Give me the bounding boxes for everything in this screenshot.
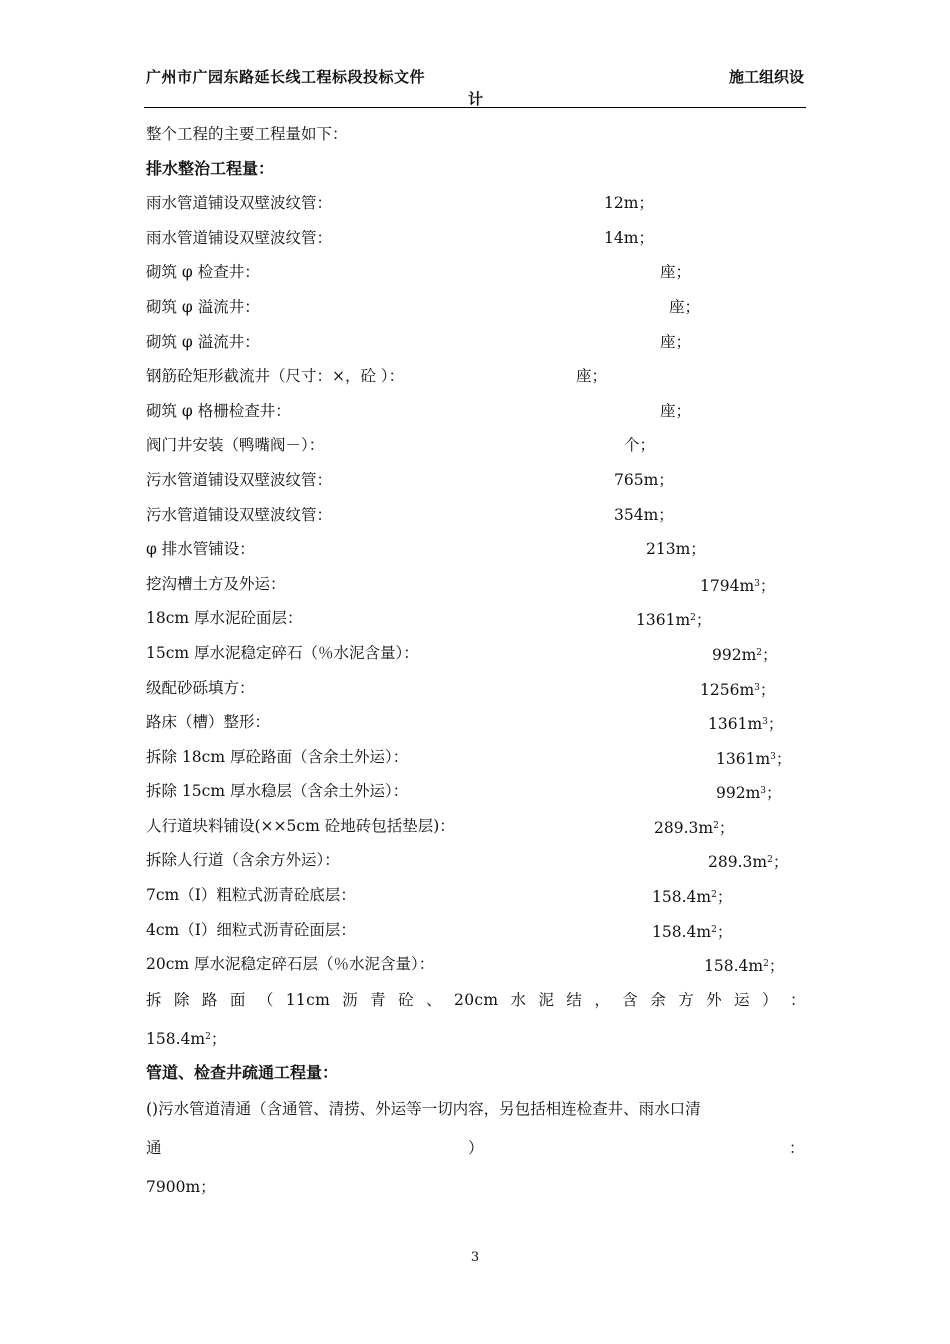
section-heading [146, 1056, 806, 1091]
quantity-row [146, 325, 806, 360]
demolish-word: ： [790, 990, 806, 1009]
document-body [146, 117, 806, 1206]
quantity-tail: ； [766, 784, 782, 803]
para-text-line2c: ： [789, 1139, 805, 1158]
quantity-label: 拆除人行道（含余方外运）： [146, 851, 340, 870]
header-divider [144, 107, 806, 108]
quantity-value [700, 671, 775, 708]
quantity-label: 污水管道铺设双壁波纹管： [146, 505, 333, 524]
demolish-word: 水 [510, 990, 527, 1009]
demolish-word: 青 [370, 990, 386, 1009]
quantity-row [146, 359, 806, 394]
quantity-row [146, 290, 806, 325]
quantity-value [660, 394, 691, 429]
quantity-value [660, 255, 691, 290]
demolish-word: 含 [622, 990, 639, 1009]
quantity-row [146, 671, 806, 706]
quantity-unit-exponent: 2 [763, 959, 769, 970]
para-text-line1: ()污水管道清通（含通管、清捞、外运等一切内容，另包括相连检查井、雨水口清 [146, 1100, 701, 1119]
quantity-value [708, 843, 788, 880]
quantity-label: 4cm（Ⅰ）细粒式沥青砼面层： [146, 920, 356, 939]
quantity-label: 20cm 厚水泥稳定碎石层（％水泥含量）： [146, 955, 435, 974]
quantity-unit-exponent: 3 [754, 682, 760, 693]
quantity-tail: ； [716, 888, 733, 907]
demolish-word: 外 [706, 990, 722, 1009]
quantity-value [669, 290, 700, 325]
quantity-label: 7cm（Ⅰ）粗粒式沥青砼底层： [146, 886, 356, 905]
quantity-value [716, 774, 782, 811]
quantity-unit-exponent: 3 [760, 786, 767, 797]
quantity-amount: 14m； [604, 228, 654, 247]
quantity-amount: 158.4m [704, 957, 764, 976]
quantity-row [146, 774, 806, 809]
quantity-amount: 1256m [700, 680, 755, 699]
quantity-amount: 12m； [604, 194, 654, 213]
demolish-word: 、 [426, 990, 442, 1009]
quantity-amount: 座； [660, 263, 692, 282]
quantity-label: 砌筑 φ 溢流井： [146, 332, 260, 351]
quantity-unit-exponent: 3 [770, 751, 776, 762]
quantity-tail: ； [762, 645, 778, 664]
quantity-amount: 1794m [700, 576, 755, 595]
quantity-label: 雨水管道铺设双壁波纹管： [146, 228, 333, 247]
quantity-amount: 座； [669, 297, 701, 316]
quantity-value [624, 428, 655, 463]
quantity-row [146, 186, 806, 221]
demolish-word: ， [594, 990, 611, 1009]
quantity-amount: 座； [660, 332, 692, 351]
quantity-row [146, 740, 806, 775]
intro-text: 整个工程的主要工程量如下： [146, 125, 348, 143]
quantity-value [654, 809, 734, 846]
quantity-row [146, 878, 806, 913]
section-title-dredging: 管道、检查井疏通工程量： [146, 1062, 339, 1082]
quantity-unit-exponent: 2 [767, 855, 773, 866]
quantity-tail: ； [772, 853, 789, 872]
demolish-value: 158.4m [146, 1029, 206, 1048]
quantity-label: 钢筋砼矩形截流井（尺寸：×，砼 ）： [146, 367, 405, 386]
quantity-amount: 1361m [708, 715, 763, 734]
quantity-row [146, 601, 806, 636]
quantity-label: 15cm 厚水泥稳定碎石（％水泥含量）： [146, 643, 419, 662]
section-title-drainage: 排水整治工程量： [146, 158, 275, 178]
header-section-continued: 计 [468, 90, 484, 108]
quantity-tail: ； [718, 818, 735, 837]
quantity-value [660, 325, 691, 360]
quantity-label: 砌筑 φ 格栅检查井： [146, 401, 291, 420]
quantity-row [146, 498, 806, 533]
quantity-unit-exponent: 2 [713, 820, 719, 831]
demolish-value-line [146, 1018, 806, 1056]
quantity-label: 人行道块料铺设(××5cm 砼地砖包括垫层)： [146, 816, 455, 835]
quantity-label: 污水管道铺设双壁波纹管： [146, 470, 333, 489]
quantity-amount: 1361m [716, 749, 771, 768]
quantity-tail: ； [759, 576, 776, 595]
quantity-amount: 158.4m [652, 888, 712, 907]
demolish-word: 运 [734, 990, 750, 1009]
quantity-amount: 座； [660, 401, 692, 420]
quantity-value [576, 359, 607, 394]
quantity-row [146, 532, 806, 567]
quantity-tail: ； [759, 680, 776, 699]
quantity-label: 拆除 15cm 厚水稳层（含余土外运）： [146, 782, 409, 801]
para-value: 7900m； [146, 1178, 216, 1197]
demolish-word: 余 [650, 990, 667, 1009]
quantity-unit-exponent: 2 [690, 613, 696, 624]
demolish-line [146, 982, 806, 1018]
quantity-value [652, 878, 732, 915]
quantity-value [636, 601, 711, 638]
quantity-label: 砌筑 φ 溢流井： [146, 297, 260, 316]
quantity-tail: ； [695, 611, 712, 630]
demolish-word: 路 [201, 990, 218, 1009]
quantity-row [146, 913, 806, 948]
quantity-row [146, 809, 806, 844]
quantity-unit-exponent: 2 [756, 647, 763, 658]
quantity-label: 挖沟槽土方及外运： [146, 574, 286, 593]
quantity-row [146, 567, 806, 602]
quantity-row [146, 394, 806, 429]
demolish-unit: 2 [205, 1031, 211, 1042]
quantity-value [700, 567, 775, 604]
demolish-word: 泥 [538, 990, 555, 1009]
quantity-amount: 992m [712, 645, 757, 664]
para-text-line2b: ） [468, 1139, 484, 1158]
quantity-row [146, 428, 806, 463]
quantity-value [614, 498, 674, 533]
quantity-label: φ 排水管铺设： [146, 540, 255, 559]
quantity-value [604, 221, 654, 256]
quantity-value [614, 463, 674, 498]
quantity-row [146, 636, 806, 671]
demolish-word: 除 [173, 990, 190, 1009]
quantity-label: 级配砂砾填方： [146, 678, 255, 697]
quantity-amount: 213m； [646, 540, 706, 559]
quantity-label: 路床（槽）整形： [146, 713, 271, 732]
quantity-row [146, 463, 806, 498]
demolish-word: 方 [678, 990, 695, 1009]
quantity-label: 18cm 厚水泥砼面层： [146, 609, 303, 628]
quantity-amount: 1361m [636, 611, 691, 630]
demolish-word: 面 [229, 990, 246, 1009]
quantity-list [146, 186, 806, 982]
demolish-word: 沥 [342, 990, 359, 1009]
demolish-tail: ； [210, 1029, 227, 1048]
quantity-label: 拆除 18cm 厚砼路面（含余土外运）： [146, 747, 409, 766]
quantity-tail: ； [775, 749, 792, 768]
quantity-row [146, 843, 806, 878]
quantity-row [146, 221, 806, 256]
page-number: 3 [470, 1250, 480, 1265]
para-text-line2a: 通 [146, 1139, 162, 1158]
header-section: 施工组织设 [728, 68, 804, 86]
demolish-word: （ [257, 990, 274, 1009]
quantity-value [646, 532, 706, 567]
demolish-word: 11cm [285, 990, 331, 1009]
quantity-unit-exponent: 2 [711, 890, 717, 901]
quantity-value [704, 947, 784, 984]
quantity-tail: ； [767, 715, 784, 734]
quantity-tail: ； [768, 957, 785, 976]
quantity-unit-exponent: 3 [754, 578, 760, 589]
quantity-row [146, 255, 806, 290]
quantity-row [146, 705, 806, 740]
quantity-label: 阀门井安装（鸭嘴阀－）： [146, 436, 325, 455]
quantity-value [708, 705, 783, 742]
quantity-value [652, 913, 732, 950]
demolish-word: 结 [566, 990, 583, 1009]
quantity-amount: 765m； [614, 470, 674, 489]
quantity-amount: 289.3m [708, 853, 768, 872]
quantity-value [604, 186, 654, 221]
demolish-word: ） [762, 990, 778, 1009]
quantity-unit-exponent: 2 [711, 924, 717, 935]
quantity-amount: 158.4m [652, 922, 712, 941]
section-heading [146, 152, 806, 187]
intro-line [146, 117, 806, 152]
quantity-amount: 个； [624, 436, 656, 455]
quantity-amount: 354m； [614, 505, 674, 524]
quantity-unit-exponent: 3 [762, 717, 768, 728]
demolish-word: 20cm [454, 990, 499, 1009]
quantity-value [712, 636, 778, 673]
demolish-word: 拆 [146, 990, 162, 1009]
para-line [146, 1090, 806, 1128]
para-line [146, 1128, 806, 1168]
quantity-amount: 992m [716, 784, 761, 803]
quantity-tail: ； [716, 922, 733, 941]
demolish-word: 砼 [398, 990, 414, 1009]
quantity-amount: 座； [576, 367, 608, 386]
quantity-amount: 289.3m [654, 818, 714, 837]
quantity-label: 雨水管道铺设双壁波纹管： [146, 194, 333, 213]
quantity-value [716, 740, 791, 777]
para-value-line [146, 1168, 806, 1206]
header-title: 广州市广园东路延长线工程标段投标文件 [146, 68, 426, 86]
quantity-label: 砌筑 φ 检查井： [146, 263, 260, 282]
quantity-row [146, 947, 806, 982]
